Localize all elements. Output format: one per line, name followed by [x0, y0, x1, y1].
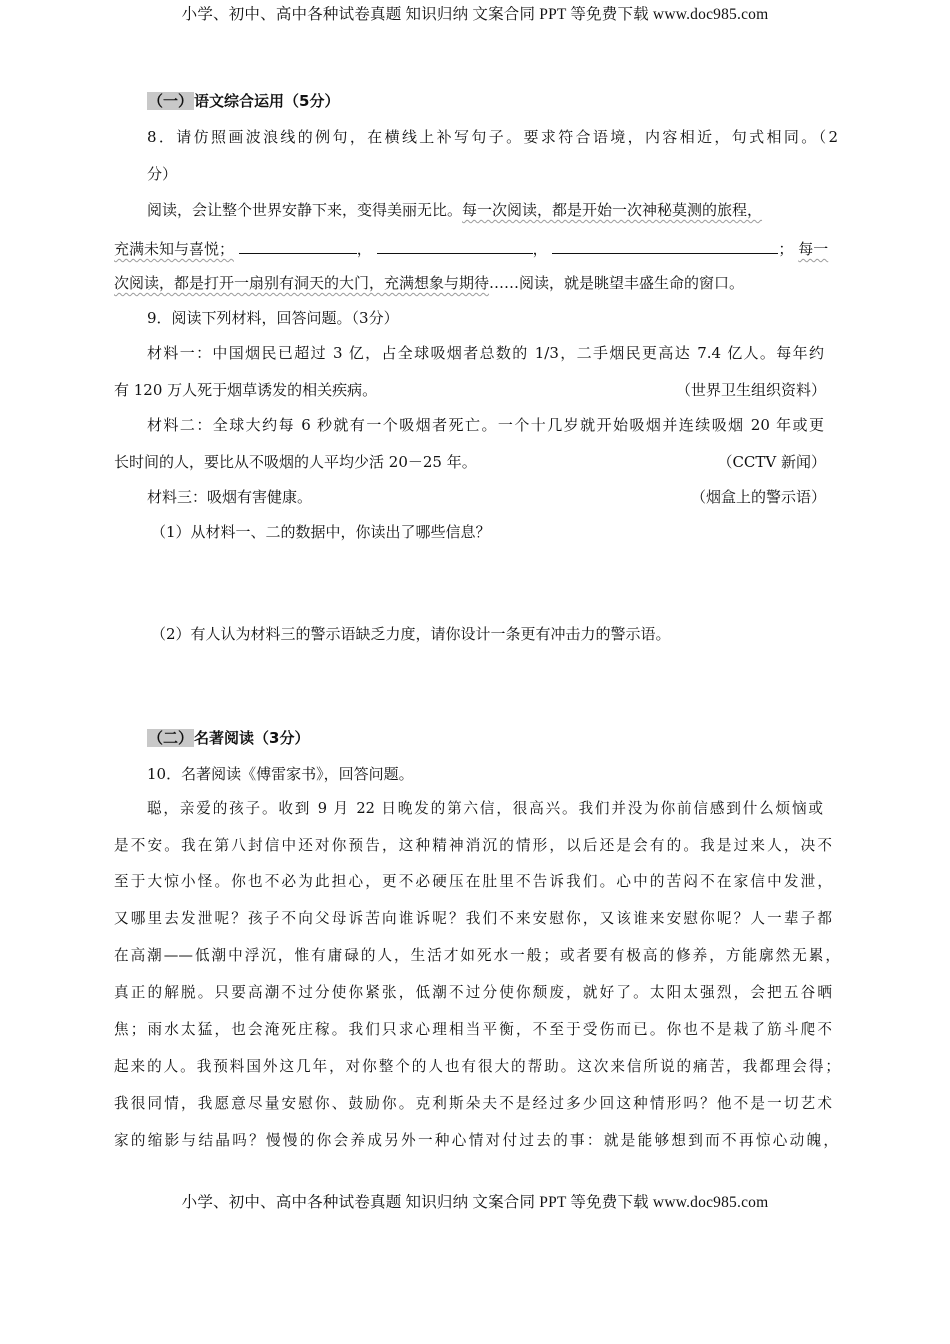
letter-line: 至于大惊小怪。你也不必为此担心，更不必硬压在肚里不告诉我们。心中的苦闷不在家信中发泄，: [114, 873, 832, 890]
wavy-example-1b: 充满未知与喜悦；: [114, 240, 235, 258]
section-number-highlight: （二）: [148, 729, 194, 747]
answer-blank-2[interactable]: [377, 237, 533, 254]
q9-sub2: （2）有人认为材料三的警示语缺乏力度，请你设计一条更有冲击力的警示语。: [151, 625, 671, 643]
section-title-2: [147, 728, 309, 748]
wavy-example-2b: 次阅读，都是打开一扇别有洞天的大门，充满想象与期待: [114, 274, 490, 292]
material1-line1: 材料一：中国烟民已超过 3 亿，占全球吸烟者总数的 1/3，二手烟民更高达 7.4 亿人。每年约: [147, 344, 824, 362]
q8-prompt-line2: 分）: [147, 165, 178, 183]
letter-line: 我很同情，我愿意尽量安慰你、鼓励你。克利斯朵夫不是经过多少回这种情形吗？他不是一切艺术: [114, 1095, 832, 1112]
material2-text: 长时间的人，要比从不吸烟的人平均少活 20－25 年。: [114, 453, 477, 471]
section-title-1: [147, 91, 339, 111]
letter-line: 是不安。我在第八封信中还对你预告，这种精神消沉的情形，以后还是会有的。我是过来人，决不: [114, 837, 832, 854]
material3-line: [147, 487, 826, 507]
q8-passage-line1: [147, 200, 838, 220]
letter-line: 焦；雨水太猛，也会淹死庄稼。我们只求心理相当平衡，不至于受伤而已。你也不是栽了筋斗爬不: [114, 1021, 832, 1038]
wavy-example-1: 每一次阅读，都是开始一次神秘莫测的旅程，: [462, 201, 763, 219]
letter-line: 在高潮——低潮中浮沉，惟有庸碌的人，生活才如死水一般；或者要有极高的修养，方能廓然无累，: [114, 947, 840, 964]
q8-passage-line2: [114, 237, 838, 259]
section-number-highlight: （一）: [148, 92, 194, 110]
passage-end: ……阅读，就是眺望丰盛生命的窗口。: [489, 274, 745, 292]
answer-blank-1[interactable]: [239, 237, 357, 254]
q8-prompt-line1: 8．请仿照画波浪线的例句，在横线上补写句子。要求符合语境，内容相近，句式相同。（2: [147, 128, 838, 146]
q9-prompt: 9．阅读下列材料，回答问题。（3分）: [147, 309, 399, 327]
semicolon: ；: [778, 240, 794, 258]
passage-start: 阅读，会让整个世界安静下来，变得美丽无比。: [147, 201, 463, 219]
letter-line: 聪，亲爱的孩子。收到 9 月 22 日晚发的第六信，很高兴。我们并没为你前信感到什么烦恼或: [147, 800, 823, 817]
section-title-text: 语文综合运用（5分）: [194, 92, 340, 110]
material2-line1: 材料二：全球大约每 6 秒就有一个吸烟者死亡。一个十几岁就开始吸烟并连续吸烟 20 年或更: [147, 416, 824, 434]
letter-line: 家的缩影与结晶吗？慢慢的你会养成另外一种心情对付过去的事：就是能够想到而不再惊心动魄，: [114, 1132, 838, 1149]
q8-passage-line3: [114, 273, 838, 293]
material1-line2: [114, 380, 826, 400]
page-header: 小学、初中、高中各种试卷真题 知识归纳 文案合同 PPT 等免费下载 www.doc985.com: [181, 6, 769, 23]
material3-text: 材料三：吸烟有害健康。: [147, 488, 313, 506]
comma: ，: [532, 240, 548, 258]
material3-source: （烟盒上的警示语）: [690, 488, 826, 506]
letter-line: 真正的解脱。只要高潮不过分使你紧张，低潮不过分使你颓废，就好了。太阳太强烈，会把五谷晒: [114, 984, 832, 1001]
material2-source: （CCTV 新闻）: [717, 453, 826, 471]
material1-text: 有 120 万人死于烟草诱发的相关疾病。: [114, 381, 378, 399]
wavy-example-2a: 每一: [798, 240, 829, 258]
material2-line2: [114, 452, 826, 472]
answer-blank-3[interactable]: [552, 237, 778, 254]
letter-line: 又哪里去发泄呢？孩子不向父母诉苦向谁诉呢？我们不来安慰你，又该谁来安慰你呢？人一辈子都: [114, 910, 832, 927]
q9-sub1: （1）从材料一、二的数据中，你读出了哪些信息？: [151, 523, 491, 541]
comma: ，: [356, 240, 372, 258]
material1-source: （世界卫生组织资料）: [675, 381, 826, 399]
letter-line: 起来的人。我预料国外这几年，对你整个的人也有很大的帮助。这次来信所说的痛苦，我都理会得；: [114, 1058, 840, 1075]
section-title-text: 名著阅读（3分）: [194, 729, 310, 747]
q10-prompt: 10．名著阅读《傅雷家书》，回答问题。: [147, 765, 414, 783]
page-footer: 小学、初中、高中各种试卷真题 知识归纳 文案合同 PPT 等免费下载 www.doc985.com: [181, 1194, 769, 1211]
